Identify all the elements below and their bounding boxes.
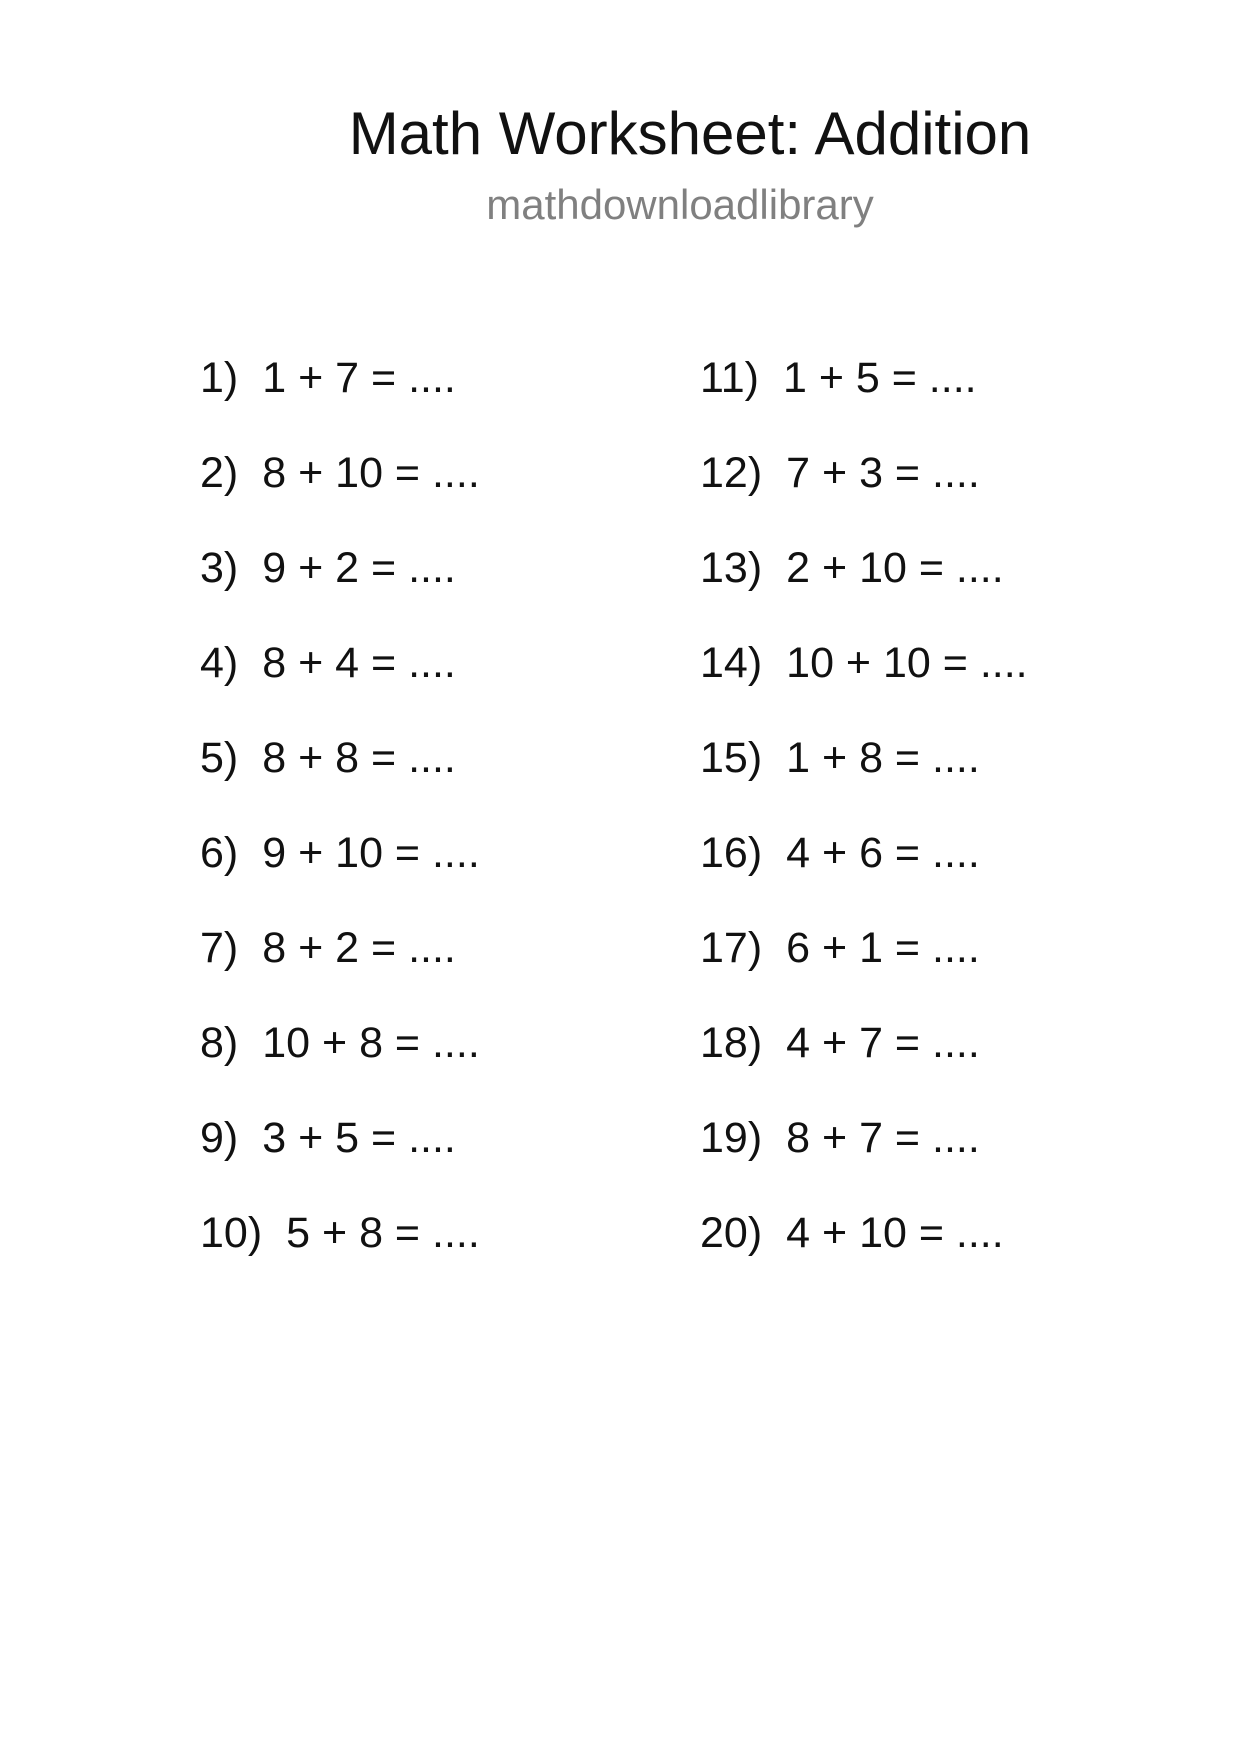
problem-12 [700,443,1028,538]
problem-4 [200,633,480,728]
problem-expression: 9 + 2 = .... [262,544,456,592]
problem-19 [700,1108,1028,1203]
problem-15 [700,728,1028,823]
worksheet-subtitle: mathdownloadlibrary [486,181,874,228]
problem-7 [200,918,480,1013]
problem-number: 5) [200,734,239,782]
problem-expression: 9 + 10 = .... [262,829,480,877]
problem-11 [700,348,1028,443]
problem-number: 19) [700,1114,763,1162]
problem-5 [200,728,480,823]
problem-number: 18) [700,1019,763,1067]
problem-number: 20) [700,1209,763,1257]
problem-number: 3) [200,544,239,592]
problem-3 [200,538,480,633]
problem-expression: 3 + 5 = .... [262,1114,456,1162]
problem-14 [700,633,1028,728]
problem-expression: 4 + 6 = .... [786,829,980,877]
problem-number: 6) [200,829,239,877]
problem-number: 13) [700,544,763,592]
problem-expression: 1 + 7 = .... [262,354,456,402]
problem-6 [200,823,480,918]
problem-column-right [700,348,1028,1298]
problem-number: 1) [200,354,239,402]
problem-number: 15) [700,734,763,782]
worksheet-title: Math Worksheet: Addition [348,100,1032,167]
problem-number: 17) [700,924,763,972]
problem-expression: 2 + 10 = .... [786,544,1004,592]
problem-expression: 8 + 4 = .... [262,639,456,687]
problem-expression: 10 + 10 = .... [786,639,1028,687]
problem-number: 11) [700,354,759,402]
problem-expression: 4 + 10 = .... [786,1209,1004,1257]
problem-number: 7) [200,924,239,972]
problem-expression: 1 + 8 = .... [786,734,980,782]
problem-number: 2) [200,449,239,497]
problem-10 [200,1203,480,1298]
problem-expression: 8 + 7 = .... [786,1114,980,1162]
problem-expression: 1 + 5 = .... [782,354,977,402]
problem-expression: 7 + 3 = .... [786,449,980,497]
problem-expression: 4 + 7 = .... [786,1019,980,1067]
problem-expression: 8 + 8 = .... [262,734,456,782]
problem-expression: 6 + 1 = .... [786,924,980,972]
problem-1 [200,348,480,443]
problem-20 [700,1203,1028,1298]
problem-number: 16) [700,829,763,877]
problem-17 [700,918,1028,1013]
problem-number: 14) [700,639,763,687]
problem-13 [700,538,1028,633]
problem-expression: 10 + 8 = .... [262,1019,480,1067]
problem-expression: 8 + 10 = .... [262,449,480,497]
problem-number: 9) [200,1114,239,1162]
problem-2 [200,443,480,538]
problem-number: 4) [200,639,239,687]
problem-number: 10) [200,1209,263,1257]
problem-18 [700,1013,1028,1108]
problem-column-left [200,348,480,1298]
problem-16 [700,823,1028,918]
problem-number: 8) [200,1019,239,1067]
problem-expression: 5 + 8 = .... [286,1209,480,1257]
problem-expression: 8 + 2 = .... [262,924,456,972]
problem-number: 12) [700,449,763,497]
problem-8 [200,1013,480,1108]
problem-9 [200,1108,480,1203]
